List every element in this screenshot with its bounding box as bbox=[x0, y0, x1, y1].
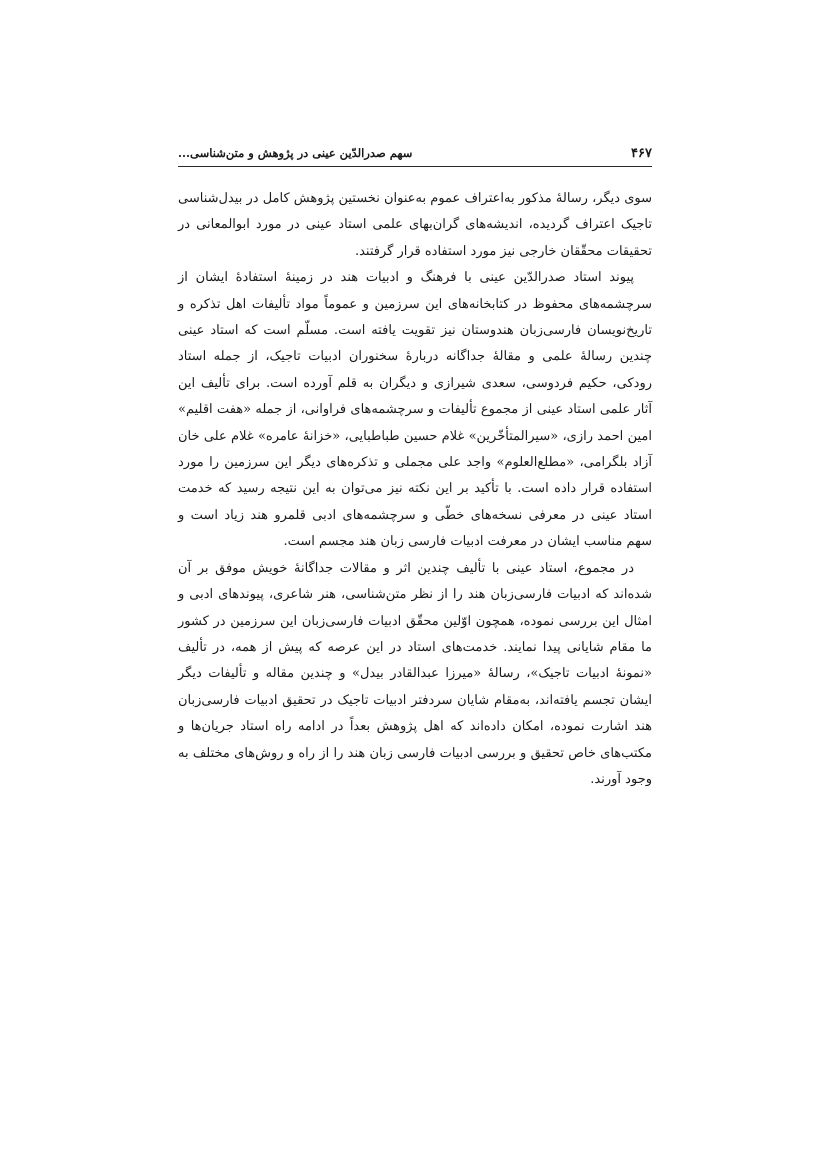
body-text bbox=[178, 186, 652, 793]
paragraph: پیوند استاد صدرالدّین عینی با فرهنگ و ادبیات هند در زمینهٔ استفادهٔ ایشان از سرچشمه‌های محفوظ در کتابخانه‌های این سرزمین و عموماً مواد تألیفات اهل تذکره و تاریخ‌نویسان فارسی‌زبان هندوستان نیز تقویت یافته است. مسلّم است که استاد عینی چندین رسالهٔ علمی و مقالهٔ جداگانه دربارهٔ سخنوران ادبیات تاجیک، از جمله استاد رودکی، حکیم فردوسی، سعدی شیرازی و دیگران به قلم آورده است. برای تألیف این آثار علمی استاد عینی از مجموع تألیفات و سرچشمه‌های فراوانی، از جمله «هفت اقلیم» امین احمد رازی، «سیرالمتأخّرین» غلام حسین طباطبایی، «خزانهٔ عامره» غلام علی خان آزاد بلگرامی، «مطلع‌العلوم» واجد علی مجملی و تذکره‌های دیگر این سرزمین را مورد استفاده قرار داده است. با تأکید بر این نکته نیز می‌توان به این نتیجه رسید که خدمت استاد عینی در معرفی نسخه‌های خطّی و سرچشمه‌های ادبی قلمرو هند زیاد است و سهم مناسب ایشان در معرفت ادبیات فارسی زبان هند مجسم است. bbox=[178, 270, 652, 550]
paragraph: سوی دیگر، رسالهٔ مذکور به‌اعتراف عموم به‌عنوان نخستین پژوهش کامل در بیدل‌شناسی تاجیک اعتراف گردیده، اندیشه‌های گران‌بهای علمی استاد عینی در مورد ابوالمعانی در تحقیقات محقّقان خارجی نیز مورد استفاده قرار گرفتند. bbox=[178, 191, 652, 259]
running-header bbox=[178, 143, 652, 163]
paragraph: در مجموع، استاد عینی با تألیف چندین اثر و مقالات جداگانهٔ خویش موفق بر آن شده‌اند که ادبیات فارسی‌زبان هند را از نظر متن‌شناسی، هنر شاعری، پیوندهای ادبی و امثال این بررسی نموده، همچون اوّلین محقّق ادبیات فارسی‌زبان این سرزمین در کشور ما مقام شایانی پیدا نمایند. خدمت‌های استاد در این عرصه که پیش از همه، در تألیف «نمونهٔ ادبیات تاجیک»، رسالهٔ «میرزا عبدالقادر بیدل» و چندین مقاله و تألیفات دیگر ایشان تجسم یافته‌اند، به‌مقام شایان سردفتر ادبیات تاجیک در تحقیق ادبیات فارسی‌زبان هند اشارت نموده، امکان داده‌اند که اهل پژوهش بعداً در ادامه راه استاد جریان‌ها و مکتب‌های خاص تحقیق و بررسی ادبیات فارسی زبان هند را از راه و روش‌های مختلف به وجود آورند. bbox=[178, 560, 652, 787]
running-title: سهم صدرالدّین عینی در پژوهش و متن‌شناسی... bbox=[178, 146, 413, 160]
document-page bbox=[178, 0, 652, 1169]
page-number: ۴۶۷ bbox=[631, 145, 652, 161]
header-rule bbox=[178, 166, 652, 167]
